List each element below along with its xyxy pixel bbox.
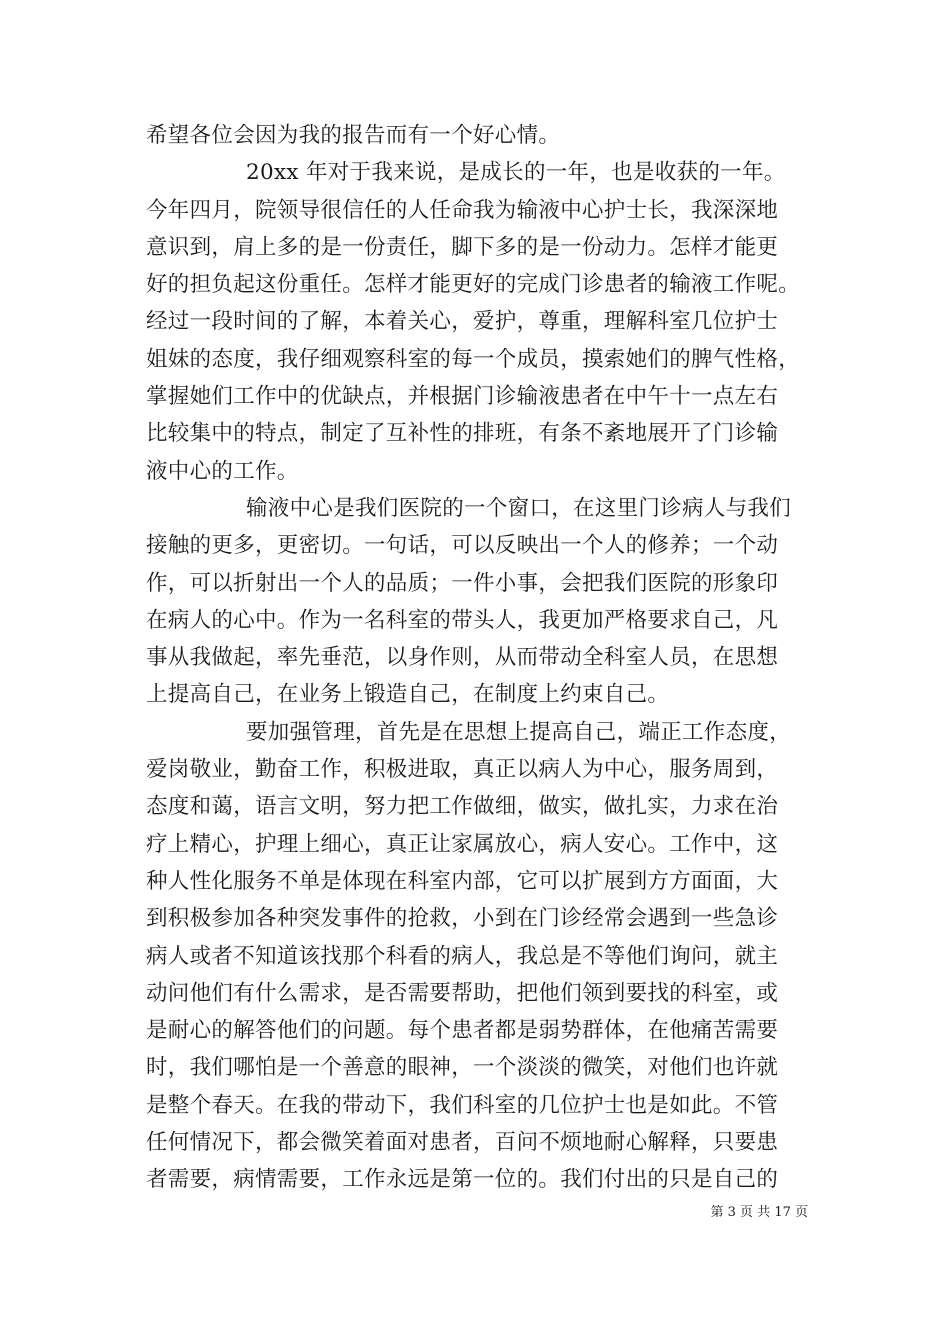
text-line: 经过一段时间的了解，本着关心，爱护，尊重，理解科室几位护士 — [146, 309, 779, 335]
body-text — [146, 117, 806, 1199]
text-line: 今年四月，院领导很信任的人任命我为输液中心护士长，我深深地 — [146, 197, 779, 223]
page-number: 第 3 页 共 17 页 — [710, 1205, 808, 1220]
text-line: 比较集中的特点，制定了互补性的排班，有条不紊地展开了门诊输 — [146, 421, 779, 447]
text-line: 姐妹的态度，我仔细观察科室的每一个成员，摸索她们的脾气性格， — [146, 346, 801, 372]
text-line: 在病人的心中。作为一名科室的带头人，我更加严格要求自己，凡 — [146, 607, 779, 633]
text-line: 上提高自己，在业务上锻造自己，在制度上约束自己。 — [146, 682, 670, 708]
text-line: 掌握她们工作中的优缺点，并根据门诊输液患者在中午十一点左右 — [146, 384, 779, 410]
paragraph-first-line: 20xx 年对于我来说，是成长的一年，也是收获的一年。 — [246, 160, 786, 186]
text-line: 到积极参加各种突发事件的抢救，小到在门诊经常会遇到一些急诊 — [146, 906, 779, 932]
text-line: 事从我做起，率先垂范，以身作则，从而带动全科室人员，在思想 — [146, 645, 779, 671]
text-line: 接触的更多，更密切。一句话，可以反映出一个人的修养；一个动 — [146, 533, 779, 559]
text-line: 者需要，病情需要，工作永远是第一位的。我们付出的只是自己的 — [146, 1167, 779, 1193]
text-line: 疗上精心，护理上细心，真正让家属放心，病人安心。工作中，这 — [146, 831, 779, 857]
text-line: 意识到，肩上多的是一份责任，脚下多的是一份动力。怎样才能更 — [146, 234, 779, 260]
paragraph-first-line: 要加强管理，首先是在思想上提高自己，端正工作态度， — [246, 719, 792, 745]
paragraph-first-line: 输液中心是我们医院的一个窗口，在这里门诊病人与我们 — [246, 495, 792, 521]
text-line: 动问他们有什么需求，是否需要帮助，把他们领到要找的科室，或 — [146, 980, 779, 1006]
text-line: 种人性化服务不单是体现在科室内部，它可以扩展到方方面面，大 — [146, 868, 779, 894]
text-line: 爱岗敬业，勤奋工作，积极进取，真正以病人为中心，服务周到， — [146, 757, 779, 783]
text-line: 好的担负起这份重任。怎样才能更好的完成门诊患者的输液工作呢。 — [146, 272, 801, 298]
text-line: 病人或者不知道该找那个科看的病人，我总是不等他们询问，就主 — [146, 943, 779, 969]
text-line: 是整个春天。在我的带动下，我们科室的几位护士也是如此。不管 — [146, 1092, 779, 1118]
text-line: 任何情况下，都会微笑着面对患者，百问不烦地耐心解释，只要患 — [146, 1130, 779, 1156]
text-line: 作，可以折射出一个人的品质；一件小事，会把我们医院的形象印 — [146, 570, 779, 596]
text-line: 是耐心的解答他们的问题。每个患者都是弱势群体，在他痛苦需要 — [146, 1018, 779, 1044]
text-line: 态度和蔼，语言文明，努力把工作做细，做实，做扎实，力求在治 — [146, 794, 779, 820]
text-line: 时，我们哪怕是一个善意的眼神，一个淡淡的微笑，对他们也许就 — [146, 1055, 779, 1081]
text-line: 液中心的工作。 — [146, 458, 299, 484]
text-line: 希望各位会因为我的报告而有一个好心情。 — [146, 123, 561, 148]
